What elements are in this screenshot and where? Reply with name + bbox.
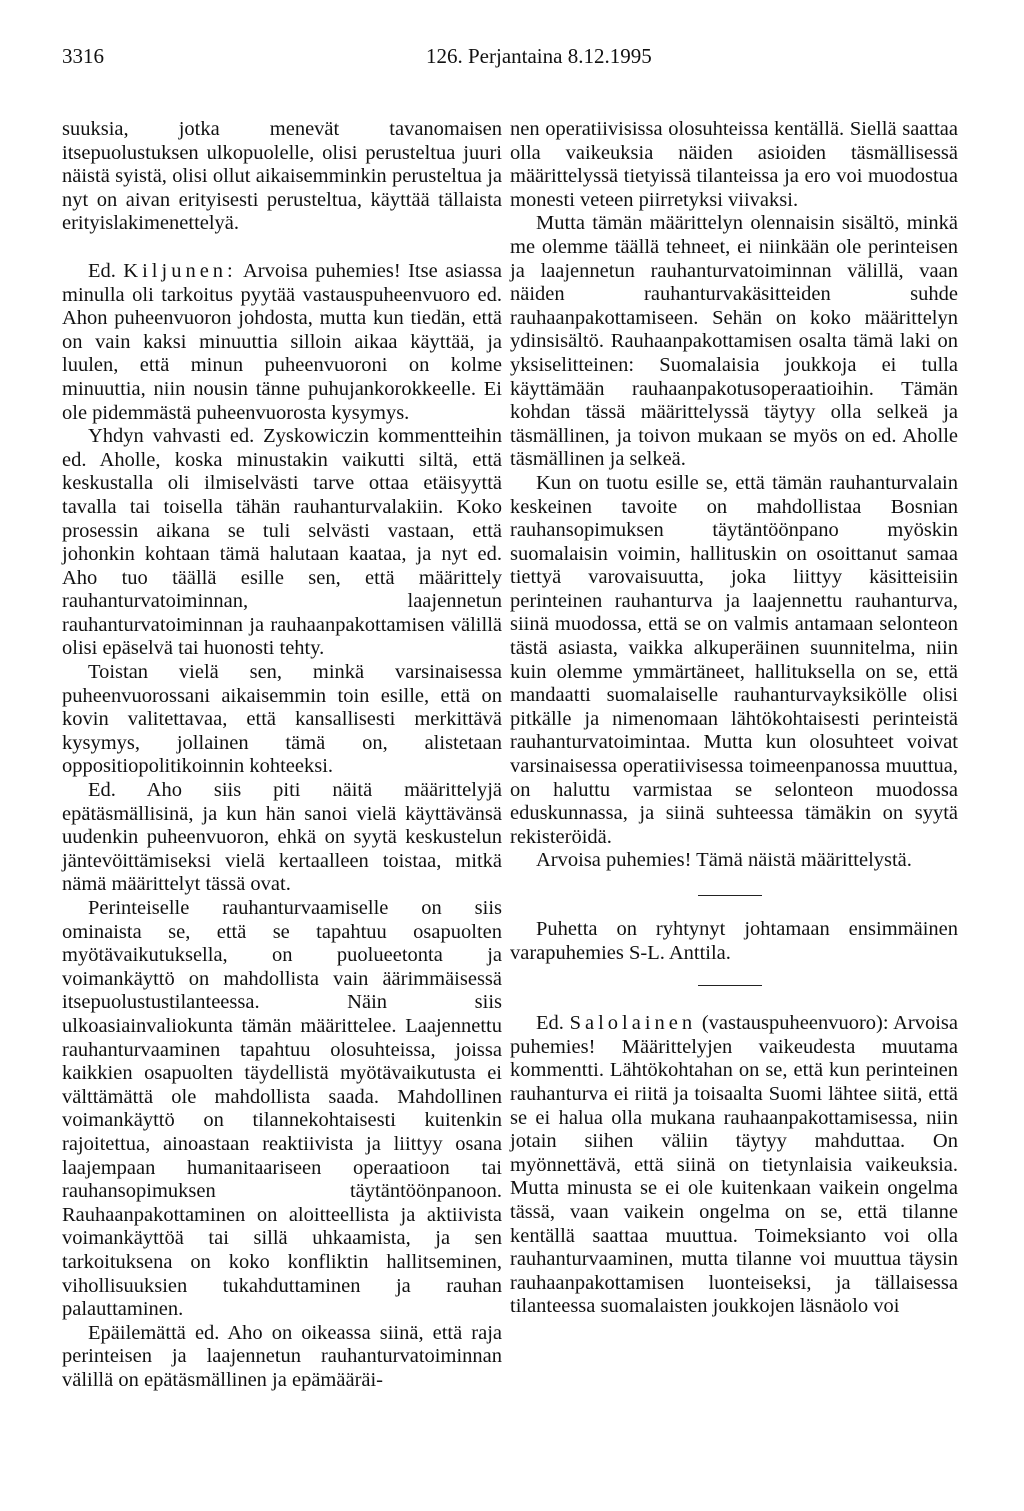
speech-salolainen	[510, 1012, 958, 1319]
chair-change-notice: Puhetta on ryhtynyt johtamaan ensimmäinen varapuhemies S-L. Anttila.	[510, 918, 958, 964]
paragraph: Ed. Aho siis piti näitä määrittelyjä epätäsmällisinä, ja kun hän sanoi vielä käyttävänsä uudenkin puheenvuoron, ehkä on syytä keskustelun jäntevöittämiseksi vielä kertaalleen toistaa, mitkä nämä määrittelyt tässä ovat.	[62, 779, 502, 896]
paragraph-continued: suuksia, jotka menevät tavanomaisen itsepuolustuksen ulkopuolelle, olisi perusteltua juuri näistä syistä, olisi ollut aikaisemminkin perusteltua ja nyt on aivan erityisesti perusteltua, käyttää tällaista erityislakimenettelyä.	[62, 118, 502, 235]
paragraph: Kun on tuotu esille se, että tämän rauhanturvalain keskeinen tavoite on mahdollistaa Bosnian rauhansopimuksen täytäntöönpano myöskin suomalaisin voimin, hallituskin on osoittanut samaa tiettyä varovaisuutta, joka liittyy käsitteisiin perinteinen rauhanturva ja laajennettu rauhanturva, siinä muodossa, että se on valmis antamaan selonteon tästä asiasta, vaikka alkuperäinen suunnitelma, niin kuin olemme ymmärtäneet, hallituksella on se, että mandaatti suomalaiselle rauhanturvayksikölle olisi pitkälle ja nimenomaan lähtökohtaisesti perinteistä rauhanturvatoimintaa. Mutta kun olosuhteet voivat varsinaisessa operatiivisessa toimeenpanossa muuttua, on haluttu varmistaa se selonteon muodossa eduskunnassa, ja siinä suhteessa tämäkin on syytä rekisteröidä.	[510, 471, 958, 848]
paragraph: Epäilemättä ed. Aho on oikeassa siinä, että raja perinteisen ja laajennetun rauhanturvatoiminnan välillä on epätäsmällinen ja epämääräi-	[62, 1321, 502, 1391]
page-header	[62, 44, 962, 74]
speaker-name-salolainen: Salolainen	[569, 1012, 697, 1035]
page-number: 3316	[62, 44, 104, 68]
paragraph: Perinteiselle rauhanturvaamiselle on siis ominaista se, että se tapahtuu osapuolten myötävaikutuksella, on puolueetonta ja voimankäyttö on mahdollista vain äärimmäisessä itsepuolustustilanteessa. Näin siis ulkoasiainvaliokunta tämän määrittelee. Laajennettu rauhanturvaaminen tapahtuu olosuhteissa, joissa kaikkien osapuolten täydellistä myötävaikutusta ei välttämättä ole mahdollista saada. Mahdollinen voimankäyttö on tilannekohtaisesti kuitenkin rajoitettua, ainoastaan reaktiivista ja liittyy osana laajempaan humanitaariseen operaatioon tai rauhansopimuksen täytäntöönpanoon. Rauhaanpakottaminen on aloitteellista ja aktiivista voimankäyttöä tai sillä uhkaamista, ja sen tarkoituksena on koko konfliktin hallitseminen, vihollisuuksien tukahduttaminen ja rauhan palauttaminen.	[62, 897, 502, 1321]
session-date-header: 126. Perjantaina 8.12.1995	[426, 44, 652, 68]
paragraph: Mutta tämän määrittelyn olennaisin sisältö, minkä me olemme täällä tehneet, ei niinkään ole perinteisen ja laajennetun rauhanturvatoiminnan välillä, vaan näiden rauhanturvakäsitteiden suhde rauhaanpakottamiseen. Sehän on koko määrittelyn ydinsisältö. Rauhaanpakottamisen osalta tämä laki on yksiselitteinen: Suomalaisia joukkoja ei tulla käyttämään rauhaanpakotusoperaatioihin. Tämän kohdan tässä määrittelyssä täytyy olla selkeä ja täsmällinen, ja toivon mukaan se myös on ed. Aholle täsmällinen ja selkeä.	[510, 212, 958, 471]
speaker-name-kiljunen: Kiljunen:	[123, 259, 237, 282]
section-divider	[698, 895, 762, 896]
paragraph: Arvoisa puhemies! Tämä näistä määrittelystä.	[536, 849, 912, 872]
left-column	[62, 118, 502, 1392]
paragraph: Toistan vielä sen, minkä varsinaisessa puheenvuorossani aikaisemmin toin esille, että on kovin valitettavaa, että kansallisesti merkittävä kysymys, jollainen tämä on, alistetaan oppositiopolitikoinnin kohteeksi.	[62, 661, 502, 778]
speech-kiljunen	[62, 260, 502, 425]
paragraph: Yhdyn vahvasti ed. Zyskowiczin kommentteihin ed. Aholle, koska minustakin vaikutti siltä, että keskustalla oli ilmiselvästi tarve ottaa etäisyyttä tavalla tai toisella tähän rauhanturvalakiin. Koko prosessin aikana se tuli selvästi vastaan, että johonkin kohtaan tämä halutaan kaataa, ja nyt ed. Aho tuo täällä esille sen, että määrittely rauhanturvatoiminnan, laajennetun rauhanturvatoiminnan ja rauhaanpakottamisen välillä olisi epäselvä tai huonosti tehty.	[62, 425, 502, 660]
speaker-prefix: Ed.	[88, 259, 116, 282]
speech-text: (vastauspuheenvuoro): Arvoisa puhemies! Määrittelyjen vaikeudesta muutama kommentti. Lähtökohtahan on se, että kun perinteinen rauhanturva ei riitä ja toisaalta Suomi lähtee siitä, että se ei halua olla mukana rauhaanpakottamisessa, niin jotain siihen väliin täytyy mahduttaa. On myönnettävä, että siinä on tietynlaisia vaikeuksia. Mutta minusta se ei ole kuitenkaan vaikein ongelma tässä, vaan vaikein ongelma on se, että tilanne kentällä saattaa muuttua. Toimeksianto voi olla rauhanturvaaminen, mutta tilanne voi muuttua täysin rauhaanpakottamisen luonteiseksi, ja tällaisessa tilanteessa suomalaisten joukkojen läsnäolo voi	[510, 1012, 959, 1318]
right-column	[510, 118, 958, 1319]
speech-text: Arvoisa puhemies! Itse asiassa minulla oli tarkoitus pyytää vastauspuheenvuoro ed. Ahon puheenvuoron johdosta, mutta kun tiedän, että on vain kaksi minuuttia silloin aikaa käyttää, ja luulen, että minun puheenvuoroni on kolme minuuttia, niin nousin tänne puhujankorokkeelle. Ei ole pidemmästä puheenvuorosta kysymys.	[62, 259, 502, 424]
speaker-prefix: Ed.	[536, 1012, 564, 1035]
section-divider	[698, 985, 762, 986]
paragraph-continued: nen operatiivisissa olosuhteissa kentällä. Siellä saattaa olla vaikeuksia näiden asioiden täsmällisessä määrittelyssä tietyissä tilanteissa ja ero voi muodostua monesti veteen piirretyksi viivaksi.	[510, 118, 958, 211]
